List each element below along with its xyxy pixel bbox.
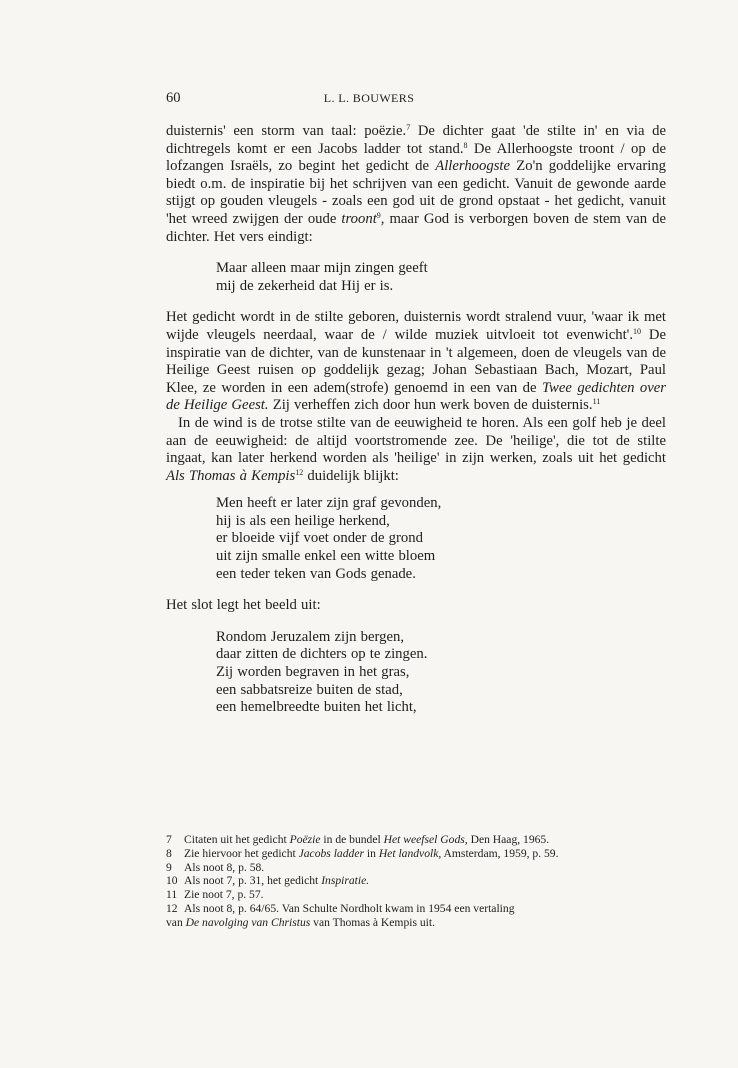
footnotes xyxy=(166,833,666,930)
verse-line: uit zijn smalle enkel een witte bloem xyxy=(216,548,436,565)
verse-line: Maar alleen maar mijn zingen geeft xyxy=(216,260,428,277)
footnote-ref-7[interactable]: 7 xyxy=(406,123,411,132)
footnote-12-continued: van De navolging van Christus van Thomas à Kempis uit. xyxy=(166,915,436,929)
footnote-ref-9[interactable]: 9 xyxy=(376,210,381,220)
verse-line: er bloeide vijf voet onder de grond xyxy=(216,530,423,547)
verse-line: een sabbatsreize buiten de stad, xyxy=(216,681,403,698)
footnote-ref-12[interactable]: 12 xyxy=(295,467,304,477)
page-number: 60 xyxy=(166,90,181,106)
footnote-ref-10[interactable]: 10 xyxy=(633,326,641,336)
footnote-ref-8[interactable]: 8 xyxy=(463,140,468,150)
footnote-12: 12 Als noot 8, p. 64/65. Van Schulte Nordholt kwam in 1954 een vertaling xyxy=(166,901,515,915)
verse-line: Rondom Jeruzalem zijn bergen, xyxy=(216,628,405,645)
running-head: L. L. BOUWERS xyxy=(323,91,415,105)
verse-line: mij de zekerheid dat Hij er is. xyxy=(216,277,394,294)
verse-quote-3 xyxy=(216,629,666,717)
verse-line: een teder teken van Gods genade. xyxy=(216,565,416,582)
verse-line: daar zitten de dichters op te zingen. xyxy=(216,646,428,663)
verse-line: Men heeft er later zijn graf gevonden, xyxy=(216,495,442,512)
paragraph-1: duisternis' een storm van taal: poëzie.$^7$ De dichter gaat 'de stilte in' en via de dichtregels komt er een Jacobs ladder tot stand.$^8$ De Allerhoogste troont / op de lofzangen Israëls, zo begint het gedicht de Allerhoogste Zo'n goddelijke ervaring biedt o.m. de inspiratie bij het schrijven van een gedicht. Vanuit de gewonde aarde stijgt op gouden vleugels - zoals een god uit de grond opstaat - het gedicht, vanuit 'het wreed zwijgen der oude troont$^9$, maar God is verborgen boven de stem van de dichter. Het vers eindigt: xyxy=(166,123,666,245)
footnote-11: 11 Zie noot 7, p. 57. xyxy=(166,888,264,902)
footnote-ref-11[interactable]: 11 xyxy=(592,397,601,407)
footnote-9: 9 Als noot 8, p. 58. xyxy=(166,860,265,874)
verse-quote-2 xyxy=(216,495,666,583)
verse-quote-1 xyxy=(216,260,666,295)
verse-line: Zij worden begraven in het gras, xyxy=(216,664,410,681)
footnote-10: 10 Als noot 7, p. 31, het gedicht Inspiratie. xyxy=(166,874,370,888)
body-text xyxy=(166,123,666,717)
footnote-7: 7 Citaten uit het gedicht Poëzie in de bundel Het weefsel Gods, Den Haag, 1965. xyxy=(166,833,550,846)
verse-line: een hemelbreedte buiten het licht, xyxy=(216,699,417,716)
paragraph-2: Het gedicht wordt in de stilte geboren, duisternis wordt stralend vuur, 'waar ik met wijde vleugels neerdaal, waar de / wilde muziek uitvloeit tot evenwicht'.$^{10}$ De inspiratie van de dichter, van de kunstenaar in 't algemeen, doen de vleugels van de Heilige Geest ruisen op goddelijk gezag; Johan Sebastiaan Bach, Mozart, Paul Klee, ze worden in een adem(strofe) genoemd in een van de Twee gedichten over de Heilige Geest. Zij verheffen zich door hun werk boven de duisternis.$^{11}$ xyxy=(166,309,666,414)
paragraph-4: Het slot legt het beeld uit: xyxy=(166,597,321,614)
paragraph-3: In de wind is de trotse stilte van de eeuwigheid te horen. Als een golf heb je deel aan de eeuwigheid: de altijd voortstromende zee. De 'heilige', die tot de stilte ingaat, kan later herkend worden als 'heilige' in zijn werken, zoals uit het gedicht Als Thomas à Kempis$^{12}$ duidelijk blijkt: xyxy=(166,414,666,484)
verse-line: hij is als een heilige herkend, xyxy=(216,512,390,529)
footnote-8: 8 Zie hiervoor het gedicht Jacobs ladder in Het landvolk, Amsterdam, 1959, p. 59. xyxy=(166,846,559,860)
